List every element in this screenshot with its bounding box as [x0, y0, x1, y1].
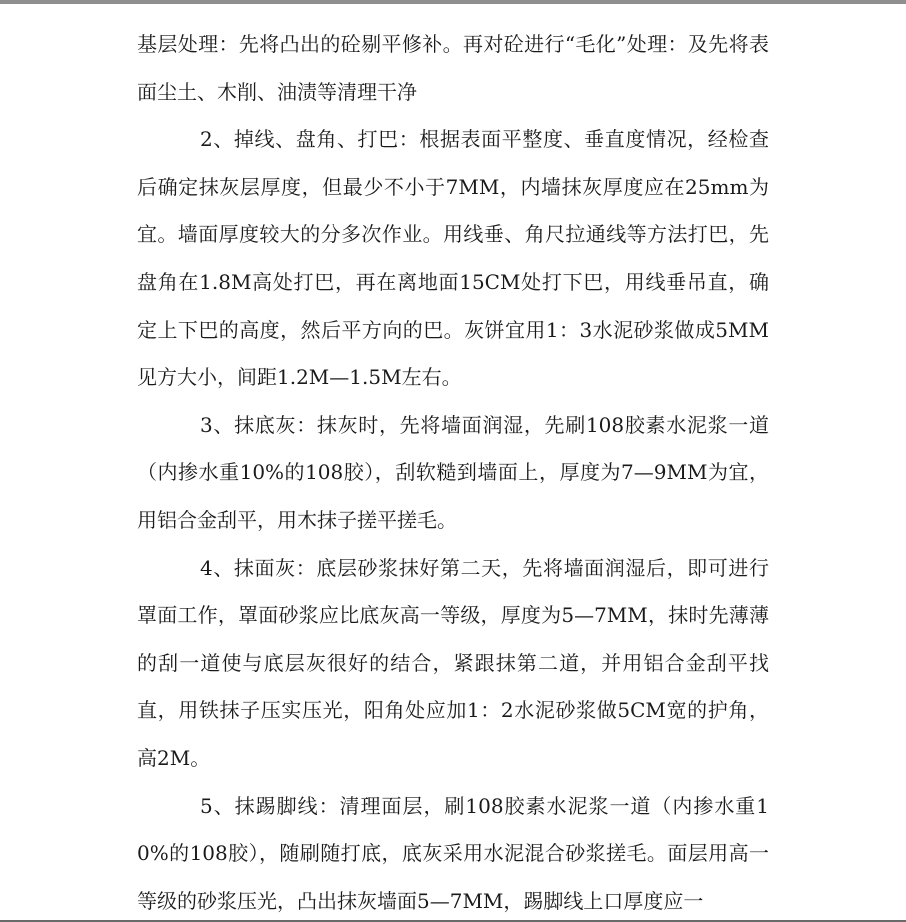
- paragraph-step-5-skirting: 5、抹踢脚线：清理面层，刷108胶素水泥浆一道（内掺水重10%的108胶），随刷随打底，底灰采用水泥混合砂浆搓毛。面层用高一等级的砂浆压光，凸出抹灰墙面5—7MM，踢脚线上口厚度应一: [137, 793, 769, 913]
- paragraph-step-3-base-coat: 3、抹底灰：抹灰时，先将墙面润湿，先刷108胶素水泥浆一道（内掺水重10%的108胶），刮软糙到墙面上，厚度为7—9MM为宜，用铝合金刮平，用木抹子搓平搓毛。: [137, 412, 769, 532]
- paragraph-step-2-leveling: 2、掉线、盘角、打巴：根据表面平整度、垂直度情况，经检查后确定抹灰层厚度，但最少不小于7MM，内墙抹灰厚度应在25mm为宜。墙面厚度较大的分多次作业。用线垂、角尺拉通线等方法打巴，先盘角在1.8M高处打巴，再在离地面15CM处打下巴，用线垂吊直，确定上下巴的高度，然后平方向的巴。灰饼宜用1：3水泥砂浆做成5MM见方大小，间距1.2M—1.5M左右。: [137, 127, 769, 390]
- paragraph-step-4-finish-coat: 4、抹面灰：底层砂浆抹好第二天，先将墙面润湿后，即可进行罩面工作，罩面砂浆应比底灰高一等级，厚度为5—7MM，抹时先薄薄的刮一道使与底层灰很好的结合，紧跟抹第二道，并用铝合金刮平找直，用铁抹子压实压光，阳角处应加1：2水泥砂浆做5CM宽的护角，高2M。: [137, 555, 769, 770]
- paragraph-base-treatment: 基层处理：先将凸出的砼剔平修补。再对砼进行“毛化”处理：及先将表面尘土、木削、油渍等清理干净: [137, 32, 769, 104]
- document-body: [137, 21, 769, 922]
